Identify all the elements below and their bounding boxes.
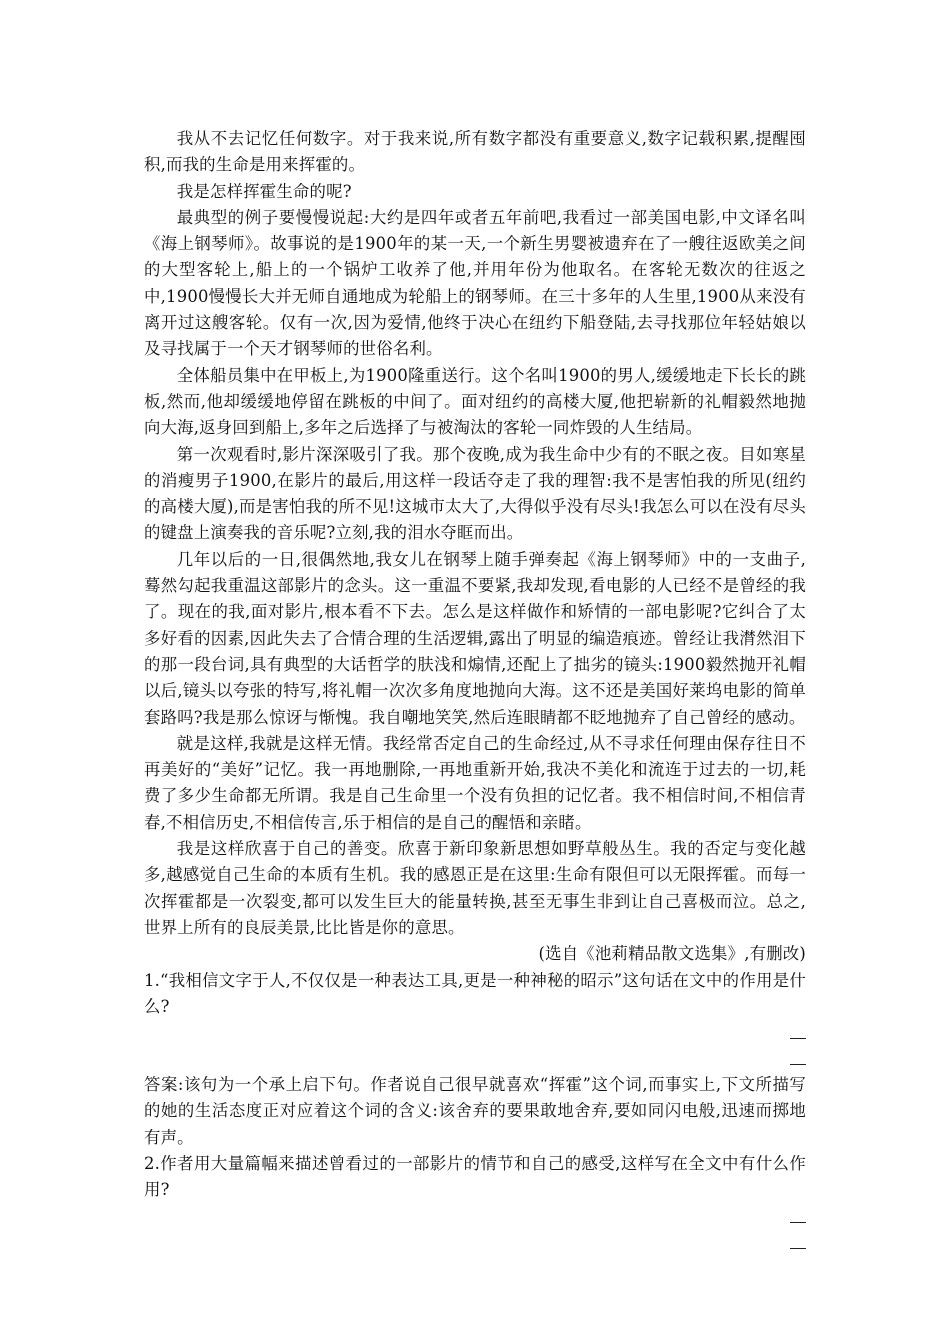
answer-line	[790, 1222, 806, 1223]
paragraph-1: 我从不去记忆任何数字。对于我来说,所有数字都没有重要意义,数字记载积累,提醒囤积,而我的生命是用来挥霍的。	[144, 129, 806, 175]
question-1-text: 1.“我相信文字于人,不仅仅是一种表达工具,更是一种神秘的昭示”这句话在文中的作用是什么?	[144, 970, 806, 1016]
question-block-2	[144, 1151, 806, 1256]
paragraph-4: 全体船员集中在甲板上,为1900隆重送行。这个名叫1900的男人,缓缓地走下长长的跳板,然而,他却缓缓地停留在跳板的中间了。面对纽约的高楼大厦,他把崭新的礼帽毅然地抛向大海,返身回到船上,多年之后选择了与被淘汰的客轮一同炸毁的人生结局。	[144, 365, 806, 438]
source-citation: (选自《池莉精品散文选集》,有删改)	[538, 944, 806, 964]
question-2-text: 2.作者用大量篇幅来描述曾看过的一部影片的情节和自己的感受,这样写在全文中有什么作用?	[144, 1153, 806, 1200]
paragraph-3: 最典型的例子要慢慢说起:大约是四年或者五年前吧,我看过一部美国电影,中文译名叫《海上钢琴师》。故事说的是1900年的某一天,一个新生男婴被遗弃在了一艘往返欧美之间的大型客轮上,船上的一个锅炉工收养了他,并用年份为他取名。在客轮无数次的往返之中,1900慢慢长大并无师自通地成为轮船上的钢琴师。在三十多年的人生里,1900从来没有离开过这艘客轮。仅有一次,因为爱情,他终于决心在纽约下船登陆,去寻找那位年轻姑娘以及寻找属于一个天才钢琴师的世俗名利。	[144, 207, 806, 359]
paragraph-5: 第一次观看时,影片深深吸引了我。那个夜晚,成为我生命中少有的不眠之夜。目如寒星的消瘦男子1900,在影片的最后,用这样一段话夺走了我的理智:我不是害怕我的所见(纽约的高楼大厦),而是害怕我的所不见!这城市太大了,大得似乎没有尽头!我怎么可以在没有尽头的键盘上演奏我的音乐呢?立刻,我的泪水夺眶而出。	[144, 444, 806, 543]
paragraph-7: 就是这样,我就是这样无情。我经常否定自己的生命经过,从不寻求任何理由保存往日不再美好的“美好”记忆。我一再地删除,一再地重新开始,我决不美化和流连于过去的一切,耗费了多少生命都无所谓。我是自己生命里一个没有负担的记忆者。我不相信时间,不相信青春,不相信历史,不相信传言,乐于相信的是自己的醒悟和亲睹。	[144, 733, 806, 832]
answer-line	[790, 1064, 806, 1065]
document-page	[144, 126, 806, 1256]
answer-1-text: 答案:该句为一个承上启下句。作者说自己很早就喜欢“挥霍”这个词,而事实上,下文所描写的她的生活态度正对应着这个词的含义:该舍弃的要果敢地舍弃,要如同闪电般,迅速而掷地有声。	[144, 1075, 806, 1147]
paragraph-2: 我是怎样挥霍生命的呢?	[176, 181, 352, 201]
paragraph-6: 几年以后的一日,很偶然地,我女儿在钢琴上随手弹奏起《海上钢琴师》中的一支曲子,蓦然勾起我重温这部影片的念头。这一重温不要紧,我却发现,看电影的人已经不是曾经的我了。现在的我,面对影片,根本看不下去。怎么是这样做作和矫情的一部电影呢?它纠合了太多好看的因素,因此失去了合情合理的生活逻辑,露出了明显的编造痕迹。曾经让我潸然泪下的那一段台词,具有典型的大话哲学的肤浅和煽情,还配上了拙劣的镜头:1900毅然抛开礼帽以后,镜头以夸张的特写,将礼帽一次次多角度地抛向大海。这不还是美国好莱坞电影的简单套路吗?我是那么惊讶与惭愧。我自嘲地笑笑,然后连眼睛都不眨地抛弃了自己曾经的感动。	[144, 549, 806, 727]
paragraph-8: 我是这样欣喜于自己的善变。欣喜于新印象新思想如野草般丛生。我的否定与变化越多,越感觉自己生命的本质有生机。我的感恩正是在这里:生命有限但可以无限挥霍。而每一次挥霍都是一次裂变,都可以发生巨大的能量转换,甚至无事生非到让自己喜极而泣。总之,世界上所有的良辰美景,比比皆是你的意思。	[144, 839, 806, 937]
answer-blank-1	[144, 1020, 806, 1072]
question-block-1	[144, 968, 806, 1151]
answer-line	[790, 1248, 806, 1249]
answer-blank-2	[144, 1204, 806, 1256]
answer-line	[790, 1038, 806, 1039]
